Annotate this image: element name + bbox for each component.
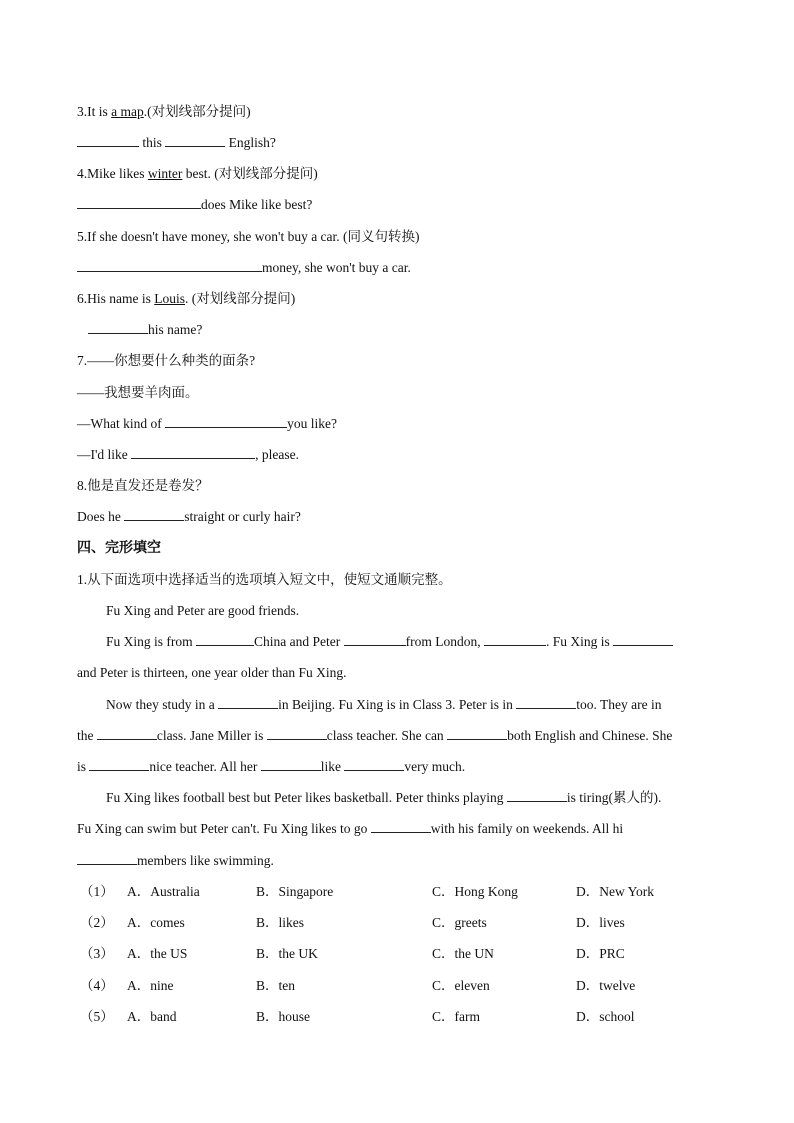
option-num: （2）: [80, 915, 114, 930]
text: China and Peter: [254, 634, 344, 649]
text: Now they study in a: [106, 697, 219, 712]
option-c[interactable]: C．eleven: [432, 978, 490, 993]
q6-underlined: Louis: [154, 291, 186, 306]
q3-line: [77, 103, 251, 121]
q7-en1: [77, 415, 337, 433]
q7-cn2: ——我想要羊肉面。: [77, 385, 199, 400]
text: with his family on weekends. All hi: [430, 821, 624, 836]
q3-underlined: a map: [111, 104, 144, 119]
q4-underlined: winter: [147, 166, 183, 181]
q4-answer-end: does Mike like best?: [201, 197, 313, 212]
blank[interactable]: [344, 633, 406, 646]
option-d[interactable]: D．New York: [576, 884, 655, 899]
q4-post: best. (对划线部分提问): [182, 166, 318, 181]
blank[interactable]: [77, 852, 137, 865]
option-c[interactable]: C．farm: [432, 1009, 480, 1024]
q7-en2-post: , please.: [255, 447, 300, 462]
blank[interactable]: [371, 820, 431, 833]
blank[interactable]: [218, 696, 278, 709]
q8-cn: 8.他是直发还是卷发？: [77, 478, 209, 493]
text: . Fu Xing is: [546, 634, 614, 649]
option-num: （3）: [80, 946, 114, 961]
text: members like swimming.: [137, 853, 274, 868]
text: class. Jane Miller is: [156, 728, 267, 743]
blank[interactable]: [89, 758, 149, 771]
blank[interactable]: [77, 134, 139, 147]
blank[interactable]: [88, 321, 148, 334]
q5-answer: [77, 259, 411, 277]
q3-answer-mid: this: [139, 135, 166, 150]
q6-post: . (对划线部分提问): [185, 291, 296, 306]
blank[interactable]: [613, 633, 673, 646]
q5-answer-end: money, she won't buy a car.: [262, 260, 411, 275]
text: is tiring(累人的).: [566, 790, 662, 805]
q4-answer: [77, 196, 312, 214]
cloze-p4: [106, 789, 661, 807]
text: from London,: [405, 634, 484, 649]
option-a[interactable]: A．comes: [127, 915, 185, 930]
text: Fu Xing likes football best but Peter likes basketball. Peter thinks playing: [106, 790, 507, 805]
text: nice teacher. All her: [149, 759, 261, 774]
cloze-p3-line2: [77, 727, 672, 745]
blank[interactable]: [516, 696, 576, 709]
blank[interactable]: [97, 727, 157, 740]
option-c[interactable]: C．greets: [432, 915, 487, 930]
q7-en2-pre: —I'd like: [77, 447, 132, 462]
text: is: [77, 759, 90, 774]
text: both English and Chinese. She: [507, 728, 673, 743]
q6-pre: 6.His name is: [77, 291, 155, 306]
option-num: （5）: [80, 1009, 114, 1024]
q4-pre: 4.Mike likes: [77, 166, 148, 181]
cloze-p2-line2: and Peter is thirteen, one year older than Fu Xing.: [77, 665, 347, 680]
option-d[interactable]: D．lives: [576, 915, 625, 930]
option-b[interactable]: B．the UK: [256, 946, 318, 961]
option-d[interactable]: D．PRC: [576, 946, 625, 961]
option-a[interactable]: A．band: [127, 1009, 177, 1024]
blank[interactable]: [124, 508, 184, 521]
q3-pre: 3.It is: [77, 104, 112, 119]
blank[interactable]: [267, 727, 327, 740]
q6-line: [77, 290, 295, 308]
text: too. They are in: [576, 697, 662, 712]
cloze-p4-line3: [77, 852, 274, 870]
blank[interactable]: [261, 758, 321, 771]
q8-en-post: straight or curly hair?: [184, 509, 301, 524]
option-b[interactable]: B．likes: [256, 915, 305, 930]
option-a[interactable]: A．Australia: [127, 884, 200, 899]
blank[interactable]: [77, 259, 262, 272]
cloze-p3-line3: [77, 758, 465, 776]
blank[interactable]: [344, 758, 404, 771]
text: in Beijing. Fu Xing is in Class 3. Peter is in: [278, 697, 517, 712]
q5-line: 5.If she doesn't have money, she won't buy a car. (同义句转换): [77, 229, 420, 244]
option-d[interactable]: D．twelve: [576, 978, 636, 993]
q8-en: [77, 508, 301, 526]
text: like: [320, 759, 345, 774]
option-d[interactable]: D．school: [576, 1009, 635, 1024]
option-num: （4）: [80, 978, 114, 993]
cloze-p1: Fu Xing and Peter are good friends.: [106, 603, 300, 618]
option-b[interactable]: B．Singapore: [256, 884, 334, 899]
option-a[interactable]: A．nine: [127, 978, 174, 993]
option-num: （1）: [80, 884, 114, 899]
blank[interactable]: [196, 633, 254, 646]
blank[interactable]: [165, 134, 225, 147]
blank[interactable]: [131, 446, 255, 459]
text: class teacher. She can: [326, 728, 448, 743]
option-b[interactable]: B．ten: [256, 978, 295, 993]
option-c[interactable]: C．the UN: [432, 946, 494, 961]
q3-answer-end: English?: [225, 135, 276, 150]
option-b[interactable]: B．house: [256, 1009, 310, 1024]
q6-answer-end: his name?: [148, 322, 203, 337]
blank[interactable]: [507, 789, 567, 802]
blank[interactable]: [447, 727, 507, 740]
q6-answer: [88, 321, 202, 339]
blank[interactable]: [165, 415, 287, 428]
q7-en2: [77, 446, 299, 464]
cloze-p4-line2: [77, 820, 623, 838]
text: Fu Xing is from: [106, 634, 197, 649]
cloze-p3: [106, 696, 662, 714]
q7-cn1: 7.——你想要什么种类的面条?: [77, 353, 256, 368]
q3-answer: [77, 134, 276, 152]
text: the: [77, 728, 97, 743]
q4-line: [77, 165, 318, 183]
text: Fu Xing can swim but Peter can't. Fu Xing likes to go: [77, 821, 371, 836]
cloze-instruction: 1.从下面选项中选择适当的选项填入短文中，使短文通顺完整。: [77, 572, 452, 587]
q3-post: .(对划线部分提问): [143, 104, 251, 119]
option-c[interactable]: C．Hong Kong: [432, 884, 518, 899]
q8-en-pre: Does he: [77, 509, 125, 524]
q7-en1-pre: —What kind of: [77, 416, 166, 431]
text: very much.: [404, 759, 466, 774]
option-a[interactable]: A．the US: [127, 946, 188, 961]
blank[interactable]: [484, 633, 546, 646]
blank[interactable]: [77, 196, 201, 209]
cloze-p2: [106, 633, 673, 651]
section-title: 四、完形填空: [77, 540, 161, 556]
q7-en1-post: you like?: [287, 416, 337, 431]
